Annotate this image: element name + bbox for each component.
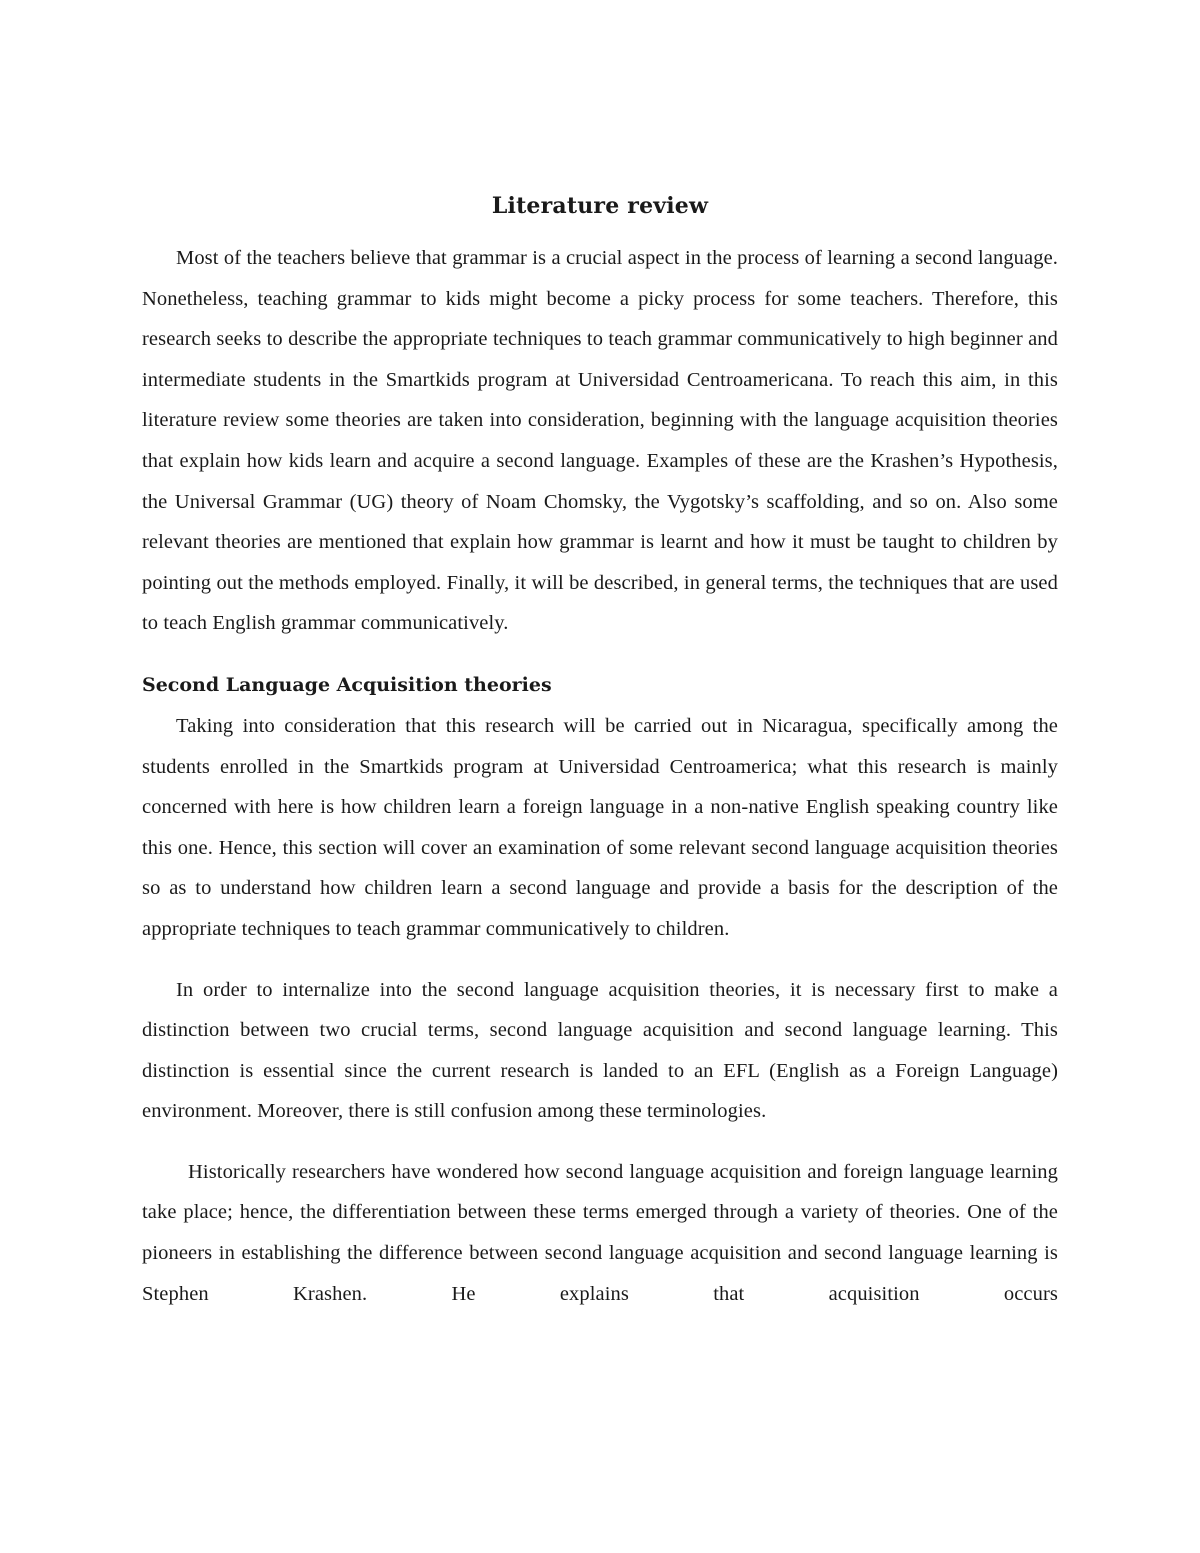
section-paragraph: In order to internalize into the second language acquisition theories, it is necessary first to make a distinction between two crucial terms, second language acquisition and second language learning. This distinction is essential since the current research is landed to an EFL (English as a Foreign Language) environment. Moreover, there is still confusion among these terminologies. bbox=[142, 978, 1058, 1123]
section-paragraph: Taking into consideration that this research will be carried out in Nicaragua, specifically among the students enrolled in the Smartkids program at Universidad Centroamerica; what this research is mainly concerned with here is how children learn a foreign language in a non-native English speaking country like this one. Hence, this section will cover an examination of some relevant second language acquisition theories so as to understand how children learn a second language and provide a basis for the description of the appropriate techniques to teach grammar communicatively to children. bbox=[142, 714, 1058, 940]
document-page bbox=[142, 190, 1058, 1314]
section-heading: Second Language Acquisition theories bbox=[142, 673, 552, 696]
section-paragraph: Historically researchers have wondered how second language acquisition and foreign language learning take place; hence, the differentiation between these terms emerged through a variety of theories. One of the pioneers in establishing the difference between second language acquisition and second language learning is Stephen Krashen. He explains that acquisition occurs bbox=[142, 1160, 1058, 1305]
document-title: Literature review bbox=[491, 193, 709, 219]
intro-paragraph: Most of the teachers believe that grammar is a crucial aspect in the process of learning a second language. Nonetheless, teaching grammar to kids might become a picky process for some teachers. Therefore, this research seeks to describe the appropriate techniques to teach grammar communicatively to high beginner and intermediate students in the Smartkids program at Universidad Centroamericana. To reach this aim, in this literature review some theories are taken into consideration, beginning with the language acquisition theories that explain how kids learn and acquire a second language. Examples of these are the Krashen’s Hypothesis, the Universal Grammar (UG) theory of Noam Chomsky, the Vygotsky’s scaffolding, and so on. Also some relevant theories are mentioned that explain how grammar is learnt and how it must be taught to children by pointing out the methods employed. Finally, it will be described, in general terms, the techniques that are used to teach English grammar communicatively. bbox=[142, 247, 1058, 635]
